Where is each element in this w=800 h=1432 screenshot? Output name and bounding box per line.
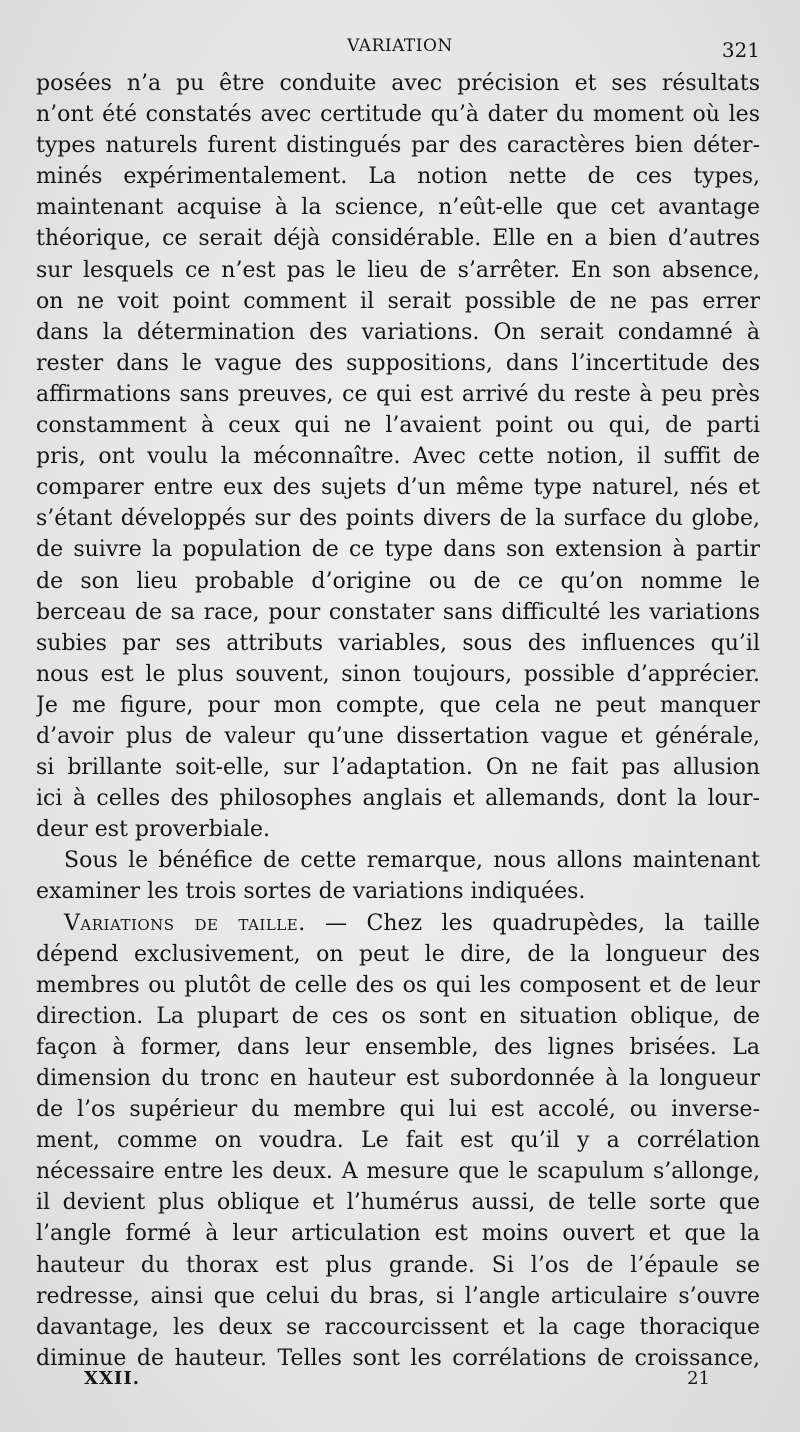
text-line: sur lesquels ce n’est pas le lieu de s’arrêter. En son absence, xyxy=(36,257,760,283)
text-line: nous est le plus souvent, sinon toujours, possible d’apprécier. xyxy=(36,661,760,687)
text-line: façon à former, dans leur ensemble, des lignes brisées. La xyxy=(36,1034,760,1060)
text-line: ment, comme on voudra. Le fait est qu’il y a corrélation xyxy=(36,1128,760,1154)
signature-mark: XXII. xyxy=(84,1368,141,1389)
text-line: direction. La plupart de ces os sont en situation oblique, de xyxy=(36,1003,760,1029)
text-line: on ne voit point comment il serait possible de ne pas errer xyxy=(36,288,760,314)
running-title: VARIATION xyxy=(347,36,453,56)
text-line: maintenant acquise à la science, n’eût-elle que cet avantage xyxy=(36,195,760,221)
text-line: si brillante soit-elle, sur l’adaptation. On ne fait pas allusion xyxy=(36,755,760,781)
text-line: diminue de hauteur. Telles sont les corrélations de croissance, xyxy=(36,1345,760,1371)
page-number: 321 xyxy=(721,38,760,62)
text-line: constamment à ceux qui ne l’avaient point ou qui, de parti xyxy=(36,413,760,439)
section-heading-line xyxy=(36,908,760,939)
section-heading-continuation: — Chez les quadrupèdes, la taille xyxy=(305,910,760,936)
text-line: de son lieu probable d’origine ou de ce qu’on nomme le xyxy=(36,568,760,594)
text-line: membres ou plutôt de celle des os qui les composent et de leur xyxy=(36,972,760,998)
text-line: pris, ont voulu la méconnaître. Avec cette notion, il suffit de xyxy=(36,444,760,470)
text-line: deur est proverbiale. xyxy=(36,817,271,843)
text-line: redresse, ainsi que celui du bras, si l’angle articulaire s’ouvre xyxy=(36,1283,760,1309)
text-line: d’avoir plus de valeur qu’une dissertation vague et générale, xyxy=(36,723,760,749)
text-line: examiner les trois sortes de variations indiquées. xyxy=(36,879,586,905)
text-line: davantage, les deux se raccourcissent et la cage thoracique xyxy=(36,1314,760,1340)
text-line: subies par ses attributs variables, sous des influences qu’il xyxy=(36,630,760,656)
text-line: hauteur du thorax est plus grande. Si l’os de l’épaule se xyxy=(36,1252,760,1278)
text-line: posées n’a pu être conduite avec précision et ses résultats xyxy=(36,71,760,96)
text-line: de l’os supérieur du membre qui lui est accolé, ou inverse- xyxy=(36,1097,760,1123)
text-line: dépend exclusivement, on peut le dire, de la longueur des xyxy=(36,941,760,967)
text-line: nécessaire entre les deux. A mesure que le scapulum s’allonge, xyxy=(36,1159,760,1185)
text-line: l’angle formé à leur articulation est moins ouvert et que la xyxy=(36,1221,760,1247)
text-line: types naturels furent distingués par des caractères bien déter- xyxy=(36,133,760,159)
text-line: Sous le bénéfice de cette remarque, nous allons maintenant xyxy=(64,848,760,874)
page-footer xyxy=(84,1368,710,1394)
text-line: n’ont été constatés avec certitude qu’à dater du moment où les xyxy=(36,102,760,128)
text-line: minés expérimentalement. La notion nette de ces types, xyxy=(36,164,760,190)
section-heading: Variations de taille. xyxy=(64,910,306,936)
text-line: berceau de sa race, pour constater sans difficulté les variations xyxy=(36,599,760,625)
sheet-number: 21 xyxy=(687,1368,710,1389)
text-line: de suivre la population de ce type dans son extension à partir xyxy=(36,537,760,563)
text-line: s’étant développés sur des points divers de la surface du globe, xyxy=(36,506,760,532)
body-text xyxy=(36,68,760,1374)
text-line: affirmations sans preuves, ce qui est arrivé du reste à peu près xyxy=(36,381,760,407)
text-line: dimension du tronc en hauteur est subordonnée à la longueur xyxy=(36,1066,760,1091)
text-line: rester dans le vague des suppositions, dans l’incertitude des xyxy=(36,350,760,376)
text-line: il devient plus oblique et l’humérus aussi, de telle sorte que xyxy=(36,1190,760,1216)
text-line: théorique, ce serait déjà considérable. Elle en a bien d’autres xyxy=(36,226,760,252)
text-line: comparer entre eux des sujets d’un même type naturel, nés et xyxy=(36,475,760,501)
text-line: ici à celles des philosophes anglais et allemands, dont la lour- xyxy=(36,786,760,812)
page-header xyxy=(40,30,760,64)
text-line: dans la détermination des variations. On serait condamné à xyxy=(36,319,760,345)
text-line: Je me figure, pour mon compte, que cela ne peut manquer xyxy=(36,692,760,718)
